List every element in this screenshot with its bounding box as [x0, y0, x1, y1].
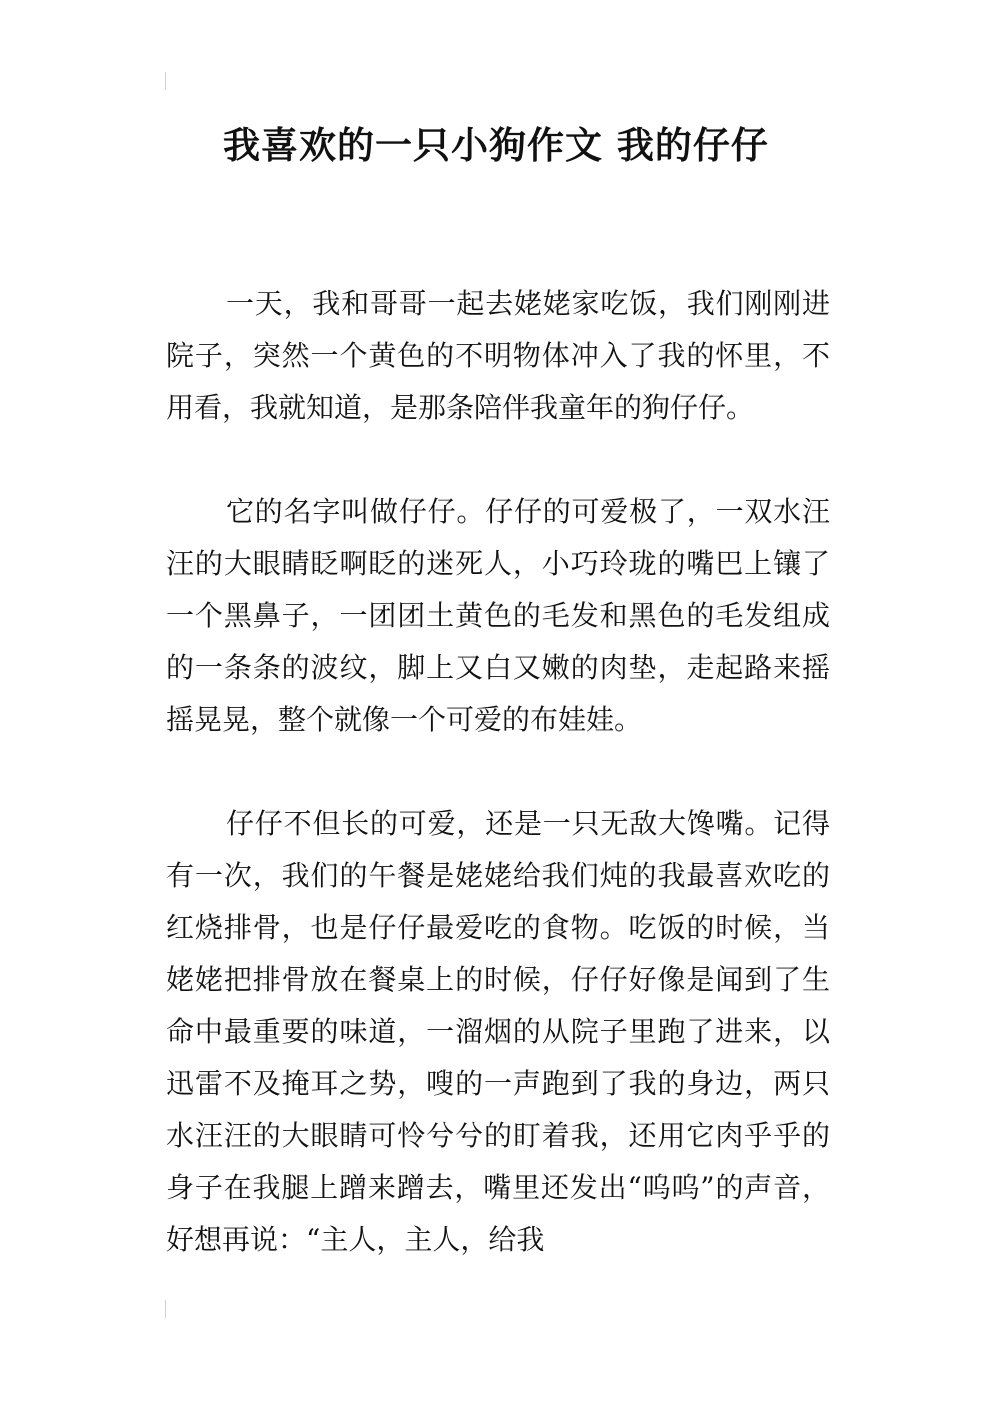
paragraph-3: 仔仔不但长的可爱，还是一只无敌大馋嘴。记得有一次，我们的午餐是姥姥给我们炖的我最喜欢吃的红烧排骨，也是仔仔最爱吃的食物。吃饭的时候，当姥姥把排骨放在餐桌上的时候，仔仔好像是闻到了生命中最重要的味道，一溜烟的从院子里跑了进来，以迅雷不及掩耳之势，嗖的一声跑到了我的身边，两只水汪汪的大眼睛可怜兮兮的盯着我，还用它肉乎乎的身子在我腿上蹭来蹭去，嘴里还发出“呜呜”的声音，好想再说：“主人，主人，给我	[166, 807, 830, 1256]
body-text	[166, 278, 830, 1318]
paragraph-1: 一天，我和哥哥一起去姥姥家吃饭，我们刚刚进院子，突然一个黄色的不明物体冲入了我的怀里，不用看，我就知道，是那条陪伴我童年的狗仔仔。	[166, 287, 830, 424]
margin-mark-top	[165, 72, 166, 90]
paragraph-2: 它的名字叫做仔仔。仔仔的可爱极了，一双水汪汪的大眼睛眨啊眨的迷死人，小巧玲珑的嘴巴上镶了一个黑鼻子，一团团土黄色的毛发和黑色的毛发组成的一条条的波纹，脚上又白又嫩的肉垫，走起路来摇摇晃晃，整个就像一个可爱的布娃娃。	[166, 495, 830, 736]
page-title: 我喜欢的一只小狗作文 我的仔仔	[223, 124, 769, 167]
